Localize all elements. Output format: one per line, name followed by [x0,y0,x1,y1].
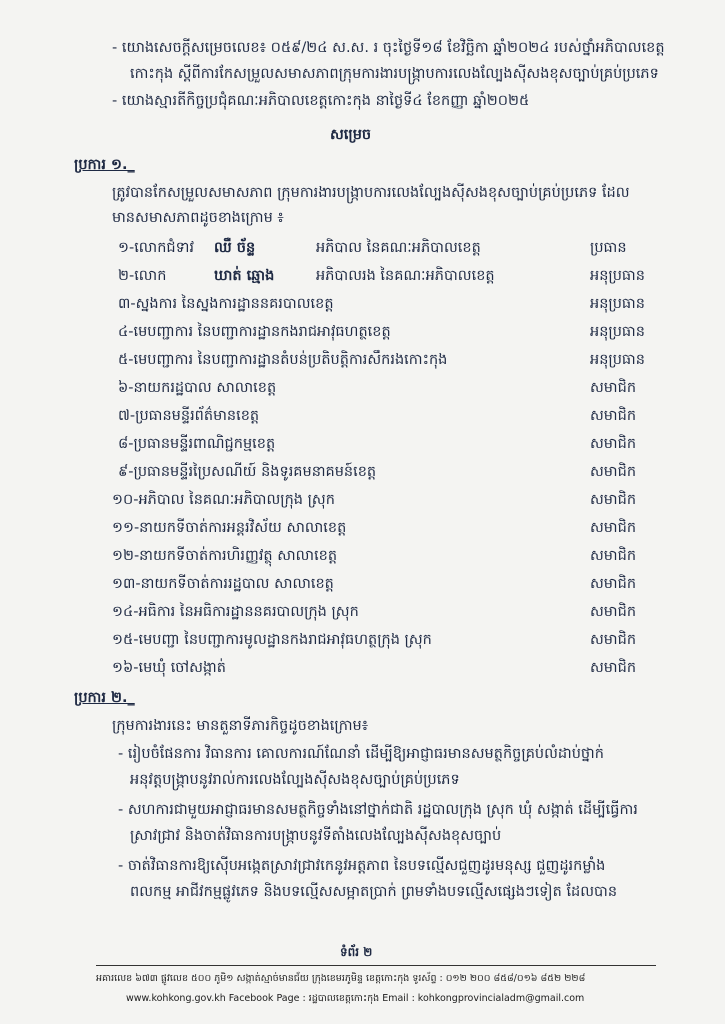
member-role: សមាជិក [590,408,637,424]
article-1-intro-line-1: ត្រូវបានកែសម្រួលសមាសភាព ក្រុមការងារបង្ក្រាបការលេងល្បែងស៊ីសងខុសច្បាប់គ្រប់ប្រភេទ ដែល [112,185,630,201]
footer-divider [96,965,656,966]
member-role: សមាជិក [590,576,637,592]
duty-1-line-1: - រៀបចំផែនការ វិធានការ គោលការណ៍ណែនាំ ដើម្បីឱ្យអាជ្ញាធរមានសមត្ថកិច្ចគ្រប់លំដាប់ថ្នាក់ [118,746,604,762]
member-role: សមាជិក [590,548,637,564]
member-title: ១៣-នាយកទីចាត់ការរដ្ឋបាល សាលាខេត្ត [112,576,334,592]
duty-3-line-2: ពលកម្ម អាជីវកម្មផ្លូវភេទ និងបទល្មើសសម្អាតប្រាក់ ព្រមទាំងបទល្មើសផ្សេងៗទៀត ដែលបាន [130,884,618,900]
member-title: ៣-ស្នងការ នៃស្នងការដ្ឋាននគរបាលខេត្ត [118,296,334,312]
reference-1-line-2: កោះកុង ស្តីពីការកែសម្រួលសមាសភាពក្រុមការងារបង្ក្រាបការលេងល្បែងស៊ីសងខុសច្បាប់គ្រប់ប្រភេទ [130,66,659,82]
member-role: សមាជិក [590,380,637,396]
member-title: ៦-នាយករដ្ឋបាល សាលាខេត្ត [118,380,277,396]
member-title: ១២-នាយកទីចាត់ការហិរញ្ញវត្ថុ សាលាខេត្ត [112,548,338,564]
member-role: អនុប្រធាន [590,352,645,368]
member-role: សមាជិក [590,660,637,676]
member-title: ១-លោកជំទាវ [118,240,195,256]
member-name: ឈឺ ច័ន្ទ [214,240,256,256]
member-role: ប្រធាន [590,240,627,256]
member-role: អនុប្រធាន [590,268,645,284]
article-1-heading: ប្រការ ១._ [74,157,135,173]
member-name: ឃាត់ ឆ្មោង [214,268,275,284]
member-role: សមាជិក [590,436,637,452]
member-role: សមាជិក [590,464,637,480]
duty-2-line-1: - សហការជាមួយអាជ្ញាធរមានសមត្ថកិច្ចទាំងនៅថ្នាក់ជាតិ រដ្ឋបាលក្រុង ស្រុក ឃុំ សង្កាត់ ដើម្បីធ្វើការ [118,802,638,818]
member-title: ១១-នាយកទីចាត់ការអន្តរវិស័យ សាលាខេត្ត [112,520,347,536]
member-title: ៥-មេបញ្ជាការ នៃបញ្ជាការដ្ឋានតំបន់ប្រតិបត្តិការសឹករងកោះកុង [118,352,448,368]
member-title: ២-លោក [118,268,167,284]
footer-web-contacts: www.kohkong.gov.kh Facebook Page : រដ្ឋបាលខេត្តកោះកុង Email : kohkongprovincialadm@gmail.com [126,993,585,1004]
duty-2-line-2: ស្រាវជ្រាវ និងចាត់វិធានការបង្ក្រាបនូវទីតាំងលេងល្បែងស៊ីសងខុសច្បាប់ [130,828,502,844]
reference-2-line-1: - យោងស្មារតីកិច្ចប្រជុំគណៈអភិបាលខេត្តកោះកុង នាថ្ងៃទី៤ ខែកញ្ញា ឆ្នាំ២០២៥ [112,93,530,109]
member-title: ១៥-មេបញ្ជា នៃបញ្ជាការមូលដ្ឋានកងរាជអាវុធហត្ថក្រុង ស្រុក [112,632,432,648]
member-title: ៩-ប្រធានមន្ទីរប្រៃសណីយ៍ និងទូរគមនាគមន៍ខេត្ត [118,464,377,480]
member-role: សមាជិក [590,520,637,536]
member-position: អភិបាល នៃគណៈអភិបាលខេត្ត [316,240,481,256]
article-1-intro-line-2: មានសមាសភាពដូចខាងក្រោម ៖ [112,210,284,226]
member-position: អភិបាលរង នៃគណៈអភិបាលខេត្ត [316,268,495,284]
member-role: អនុប្រធាន [590,296,645,312]
duty-3-line-1: - ចាត់វិធានការឱ្យស៊ើបអង្កេតស្រាវជ្រាវកេនូវអត្តភាព នៃបទល្មើសជួញដូរមនុស្ស ជួញដូរកម្លាំង [118,858,606,874]
footer-address: អគារលេខ ៦៧៣ ផ្លូវលេខ ៥០០ ភូមិ១ សង្កាត់ស្មាច់មានជ័យ ក្រុងខេមរភូមិន្ទ ខេត្តកោះកុង ទូរស័ព្ទ : ០១២ ២០០ ៨៥៨/០១៦ ៨៥២ ២២៨ [96,973,586,984]
member-title: ១០-អភិបាល នៃគណៈអភិបាលក្រុង ស្រុក [112,492,335,508]
member-role: សមាជិក [590,604,637,620]
decision-title: សម្រេច [330,127,372,143]
member-role: អនុប្រធាន [590,324,645,340]
member-title: ៤-មេបញ្ជាការ នៃបញ្ជាការដ្ឋានកងរាជអាវុធហត្ថខេត្ត [118,324,391,340]
member-title: ៧-ប្រធានមន្ទីរព័ត៌មានខេត្ត [118,408,260,424]
member-title: ១៦-មេឃុំ ចៅសង្កាត់ [112,660,226,676]
member-role: សមាជិក [590,492,637,508]
duty-1-line-2: អនុវត្តបង្ក្រាបនូវរាល់ការលេងល្បែងស៊ីសងខុសច្បាប់គ្រប់ប្រភេទ [130,772,460,788]
article-2-heading: ប្រការ ២._ [74,690,135,706]
member-title: ១៤-អធិការ នៃអធិការដ្ឋាននគរបាលក្រុង ស្រុក [112,604,359,620]
member-role: សមាជិក [590,632,637,648]
reference-1-line-1: - យោងសេចក្តីសម្រេចលេខ៖ ០៥៩/២៤ ស.ស. រ ចុះថ្ងៃទី១៨ ខែវិច្ឆិកា ឆ្នាំ២០២៤ របស់ថ្នាំអភិបាលខេត្ត [112,40,665,56]
article-2-intro: ក្រុមការងារនេះ មានតួនាទីភារកិច្ចដូចខាងក្រោម៖ [112,718,369,734]
member-title: ៨-ប្រធានមន្ទីរពាណិជ្ជកម្មខេត្ត [118,436,276,452]
page-number: ទំព័រ ២ [340,945,373,959]
